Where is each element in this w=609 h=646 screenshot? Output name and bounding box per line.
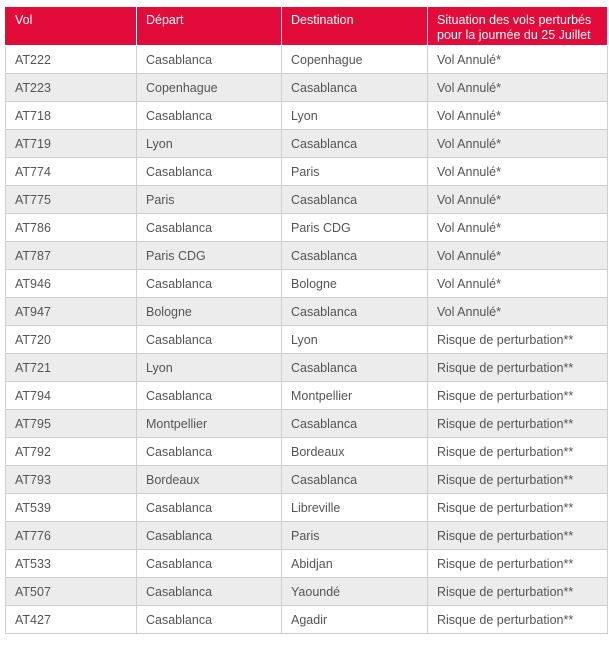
cell-flight-number: AT775 [6, 186, 137, 214]
cell-departure: Casablanca [137, 46, 282, 74]
cell-status: Risque de perturbation** [428, 410, 608, 438]
cell-destination: Paris [282, 522, 428, 550]
cell-status: Risque de perturbation** [428, 326, 608, 354]
cell-departure: Paris CDG [137, 242, 282, 270]
cell-destination: Libreville [282, 494, 428, 522]
cell-status: Risque de perturbation** [428, 466, 608, 494]
cell-flight-number: AT719 [6, 130, 137, 158]
table-row [6, 354, 608, 382]
cell-departure: Casablanca [137, 606, 282, 634]
cell-status: Vol Annulé* [428, 102, 608, 130]
table-row [6, 438, 608, 466]
cell-destination: Casablanca [282, 410, 428, 438]
cell-flight-number: AT533 [6, 550, 137, 578]
cell-flight-number: AT720 [6, 326, 137, 354]
cell-flight-number: AT946 [6, 270, 137, 298]
cell-flight-number: AT776 [6, 522, 137, 550]
table-row [6, 270, 608, 298]
cell-flight-number: AT794 [6, 382, 137, 410]
cell-departure: Casablanca [137, 494, 282, 522]
cell-status: Vol Annulé* [428, 158, 608, 186]
cell-destination: Casablanca [282, 74, 428, 102]
cell-destination: Abidjan [282, 550, 428, 578]
header-depart: Départ [137, 7, 282, 46]
cell-flight-number: AT718 [6, 102, 137, 130]
cell-destination: Copenhague [282, 46, 428, 74]
cell-destination: Casablanca [282, 354, 428, 382]
cell-status: Vol Annulé* [428, 74, 608, 102]
cell-status: Risque de perturbation** [428, 382, 608, 410]
cell-departure: Casablanca [137, 578, 282, 606]
cell-status: Risque de perturbation** [428, 578, 608, 606]
cell-flight-number: AT539 [6, 494, 137, 522]
cell-flight-number: AT793 [6, 466, 137, 494]
cell-departure: Paris [137, 186, 282, 214]
cell-status: Vol Annulé* [428, 130, 608, 158]
table-row [6, 466, 608, 494]
cell-status: Vol Annulé* [428, 46, 608, 74]
cell-departure: Casablanca [137, 382, 282, 410]
cell-destination: Lyon [282, 326, 428, 354]
cell-status: Vol Annulé* [428, 186, 608, 214]
cell-departure: Lyon [137, 354, 282, 382]
table-row [6, 186, 608, 214]
cell-departure: Copenhague [137, 74, 282, 102]
table-row [6, 74, 608, 102]
table-row [6, 326, 608, 354]
cell-status: Vol Annulé* [428, 270, 608, 298]
cell-flight-number: AT787 [6, 242, 137, 270]
table-body [6, 46, 608, 634]
cell-flight-number: AT947 [6, 298, 137, 326]
cell-status: Risque de perturbation** [428, 550, 608, 578]
cell-status: Vol Annulé* [428, 298, 608, 326]
cell-departure: Casablanca [137, 326, 282, 354]
cell-status: Vol Annulé* [428, 242, 608, 270]
cell-destination: Casablanca [282, 186, 428, 214]
table-row [6, 578, 608, 606]
table-row [6, 494, 608, 522]
cell-destination: Casablanca [282, 466, 428, 494]
table-row [6, 158, 608, 186]
cell-destination: Paris CDG [282, 214, 428, 242]
cell-status: Risque de perturbation** [428, 354, 608, 382]
cell-destination: Casablanca [282, 298, 428, 326]
header-situation: Situation des vols perturbés pour la journée du 25 Juillet [428, 7, 608, 46]
header-destination: Destination [282, 7, 428, 46]
table-row [6, 550, 608, 578]
flights-table-container [5, 6, 607, 634]
cell-destination: Bordeaux [282, 438, 428, 466]
cell-status: Risque de perturbation** [428, 606, 608, 634]
cell-departure: Casablanca [137, 214, 282, 242]
cell-flight-number: AT223 [6, 74, 137, 102]
cell-departure: Bordeaux [137, 466, 282, 494]
cell-destination: Casablanca [282, 130, 428, 158]
cell-departure: Casablanca [137, 438, 282, 466]
cell-departure: Casablanca [137, 522, 282, 550]
cell-flight-number: AT507 [6, 578, 137, 606]
cell-destination: Lyon [282, 102, 428, 130]
header-vol: Vol [6, 7, 137, 46]
cell-flight-number: AT795 [6, 410, 137, 438]
cell-destination: Casablanca [282, 242, 428, 270]
cell-departure: Casablanca [137, 550, 282, 578]
table-header [6, 7, 608, 46]
cell-destination: Paris [282, 158, 428, 186]
cell-departure: Bologne [137, 298, 282, 326]
cell-destination: Montpellier [282, 382, 428, 410]
cell-status: Risque de perturbation** [428, 438, 608, 466]
cell-flight-number: AT786 [6, 214, 137, 242]
cell-destination: Bologne [282, 270, 428, 298]
table-row [6, 102, 608, 130]
cell-status: Risque de perturbation** [428, 522, 608, 550]
table-row [6, 214, 608, 242]
table-row [6, 242, 608, 270]
cell-flight-number: AT427 [6, 606, 137, 634]
table-row [6, 130, 608, 158]
table-row [6, 298, 608, 326]
cell-flight-number: AT792 [6, 438, 137, 466]
cell-departure: Montpellier [137, 410, 282, 438]
cell-departure: Casablanca [137, 158, 282, 186]
table-row [6, 522, 608, 550]
cell-destination: Agadir [282, 606, 428, 634]
table-row [6, 382, 608, 410]
table-row [6, 46, 608, 74]
cell-flight-number: AT774 [6, 158, 137, 186]
cell-departure: Lyon [137, 130, 282, 158]
header-row [6, 7, 608, 46]
disrupted-flights-table [5, 6, 608, 634]
table-row [6, 410, 608, 438]
cell-departure: Casablanca [137, 270, 282, 298]
cell-status: Vol Annulé* [428, 214, 608, 242]
cell-departure: Casablanca [137, 102, 282, 130]
cell-flight-number: AT721 [6, 354, 137, 382]
cell-status: Risque de perturbation** [428, 494, 608, 522]
cell-flight-number: AT222 [6, 46, 137, 74]
cell-destination: Yaoundé [282, 578, 428, 606]
table-row [6, 606, 608, 634]
